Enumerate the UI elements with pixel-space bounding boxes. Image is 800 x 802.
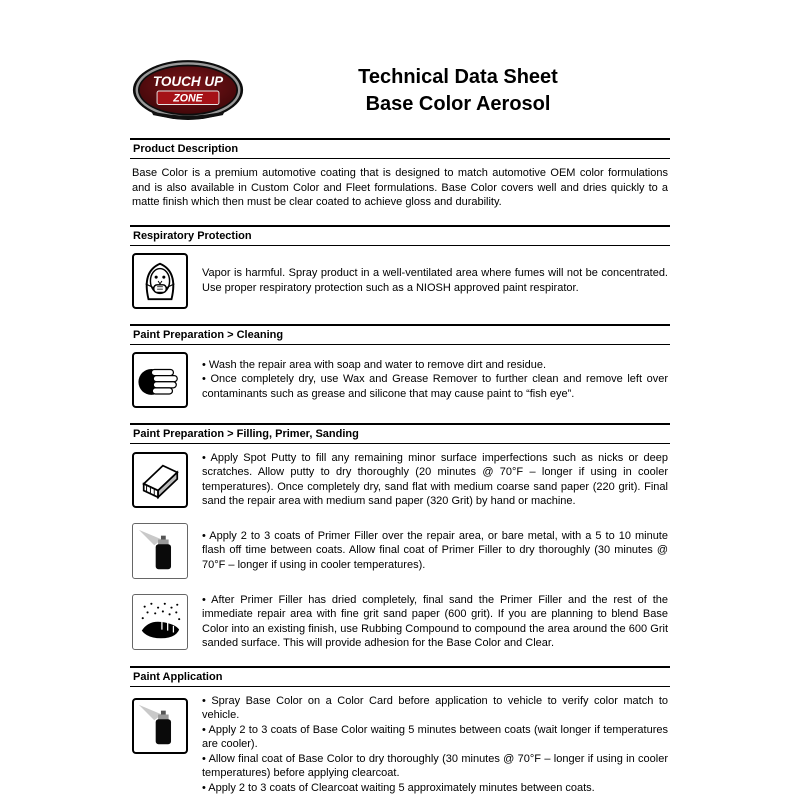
product-description-text: Base Color is a premium automotive coating that is designed to match automotive OEM color formulations and is also available in Custom Color and Fleet formulations. Base Color covers well and dries quickly to a matte finish which then must be clear coated to achieve gloss and durability. (132, 167, 668, 209)
sanding-block-icon (132, 452, 188, 508)
touch-up-zone-logo (130, 56, 246, 126)
application-bullet-2: • Apply 2 to 3 coats of Base Color waiting 5 minutes between coats (wait longer if temperatures are cooler). (202, 723, 668, 751)
technical-data-sheet (130, 0, 670, 802)
title-line-1: Technical Data Sheet (358, 66, 558, 88)
section-header-paint-prep-filling: Paint Preparation > Filling, Primer, Sanding (130, 423, 670, 444)
hand-wipe-icon (132, 352, 188, 408)
cleaning-bullet-1: • Wash the repair area with soap and water to remove dirt and residue. (202, 358, 547, 371)
document-title (246, 64, 670, 118)
application-bullet-3: • Allow final coat of Base Color to dry thoroughly (30 minutes @ 70°F – longer if using in cooler temperatures) before applying clearcoat. (202, 752, 668, 780)
spot-putty-row (130, 444, 670, 516)
respiratory-protection-text: Vapor is harmful. Spray product in a well-ventilated area where fumes will not be concentrated. Use proper respiratory protection such as a NIOSH approved paint respirator. (202, 267, 668, 294)
logo-text-touch-up: TOUCH UP (152, 74, 224, 90)
spray-can-icon (132, 698, 188, 754)
final-sand-row (130, 586, 670, 658)
section-header-paint-prep-cleaning: Paint Preparation > Cleaning (130, 324, 670, 345)
section-header-product-description: Product Description (130, 138, 670, 159)
cleaning-row (130, 345, 670, 415)
cleaning-bullet-2: • Once completely dry, use Wax and Grease Remover to further clean and remove left over contaminants such as grease and silicone that may cause paint to “fish eye”. (202, 373, 668, 400)
primer-filler-text: • Apply 2 to 3 coats of Primer Filler over the repair area, or bare metal, with a 5 to 10 minute flash off time between coats. Allow final coat of Primer Filler to dry thoroughly (30 minutes @ 70°F – longer if using in cooler temperatures). (202, 529, 668, 571)
cleaning-bullets (202, 358, 668, 402)
application-bullet-1: • Spray Base Color on a Color Card before application to vehicle to verify color match to vehicle. (202, 694, 668, 722)
paint-application-bullets (202, 694, 668, 796)
primer-filler-row (130, 516, 670, 586)
paint-application-row (130, 687, 670, 802)
logo-text-zone: ZONE (173, 92, 203, 105)
respiratory-protection-row (130, 246, 670, 316)
document-header (130, 56, 670, 126)
title-line-2: Base Color Aerosol (365, 93, 551, 115)
respirator-icon (132, 253, 188, 309)
application-bullet-4: • Apply 2 to 3 coats of Clearcoat waiting 5 approximately minutes between coats. (202, 781, 595, 794)
spray-can-icon (132, 523, 188, 579)
hand-sanding-icon (132, 594, 188, 650)
final-sand-text: • After Primer Filler has dried completely, final sand the Primer Filler and the rest of the immediate repair area with fine grit sand paper (600 grit). If you are planning to blend Base Color into an existing finish, use Rubbing Compound to compound the area around the 600 Grit sanded surface. This will provide adhesion for the Base Color and Clear. (202, 593, 668, 650)
section-header-paint-application: Paint Application (130, 666, 670, 687)
section-header-respiratory-protection: Respiratory Protection (130, 225, 670, 246)
spot-putty-text: • Apply Spot Putty to fill any remaining minor surface imperfections such as nicks or deep scratches. Allow putty to dry thoroughly (20 minutes @ 70°F – longer if using in cooler temperatures). Once completely dry, sand flat with medium coarse sand paper (220 grit). Final sand the repair area with medium sand paper (320 Grit) by hand or machine. (202, 451, 668, 508)
